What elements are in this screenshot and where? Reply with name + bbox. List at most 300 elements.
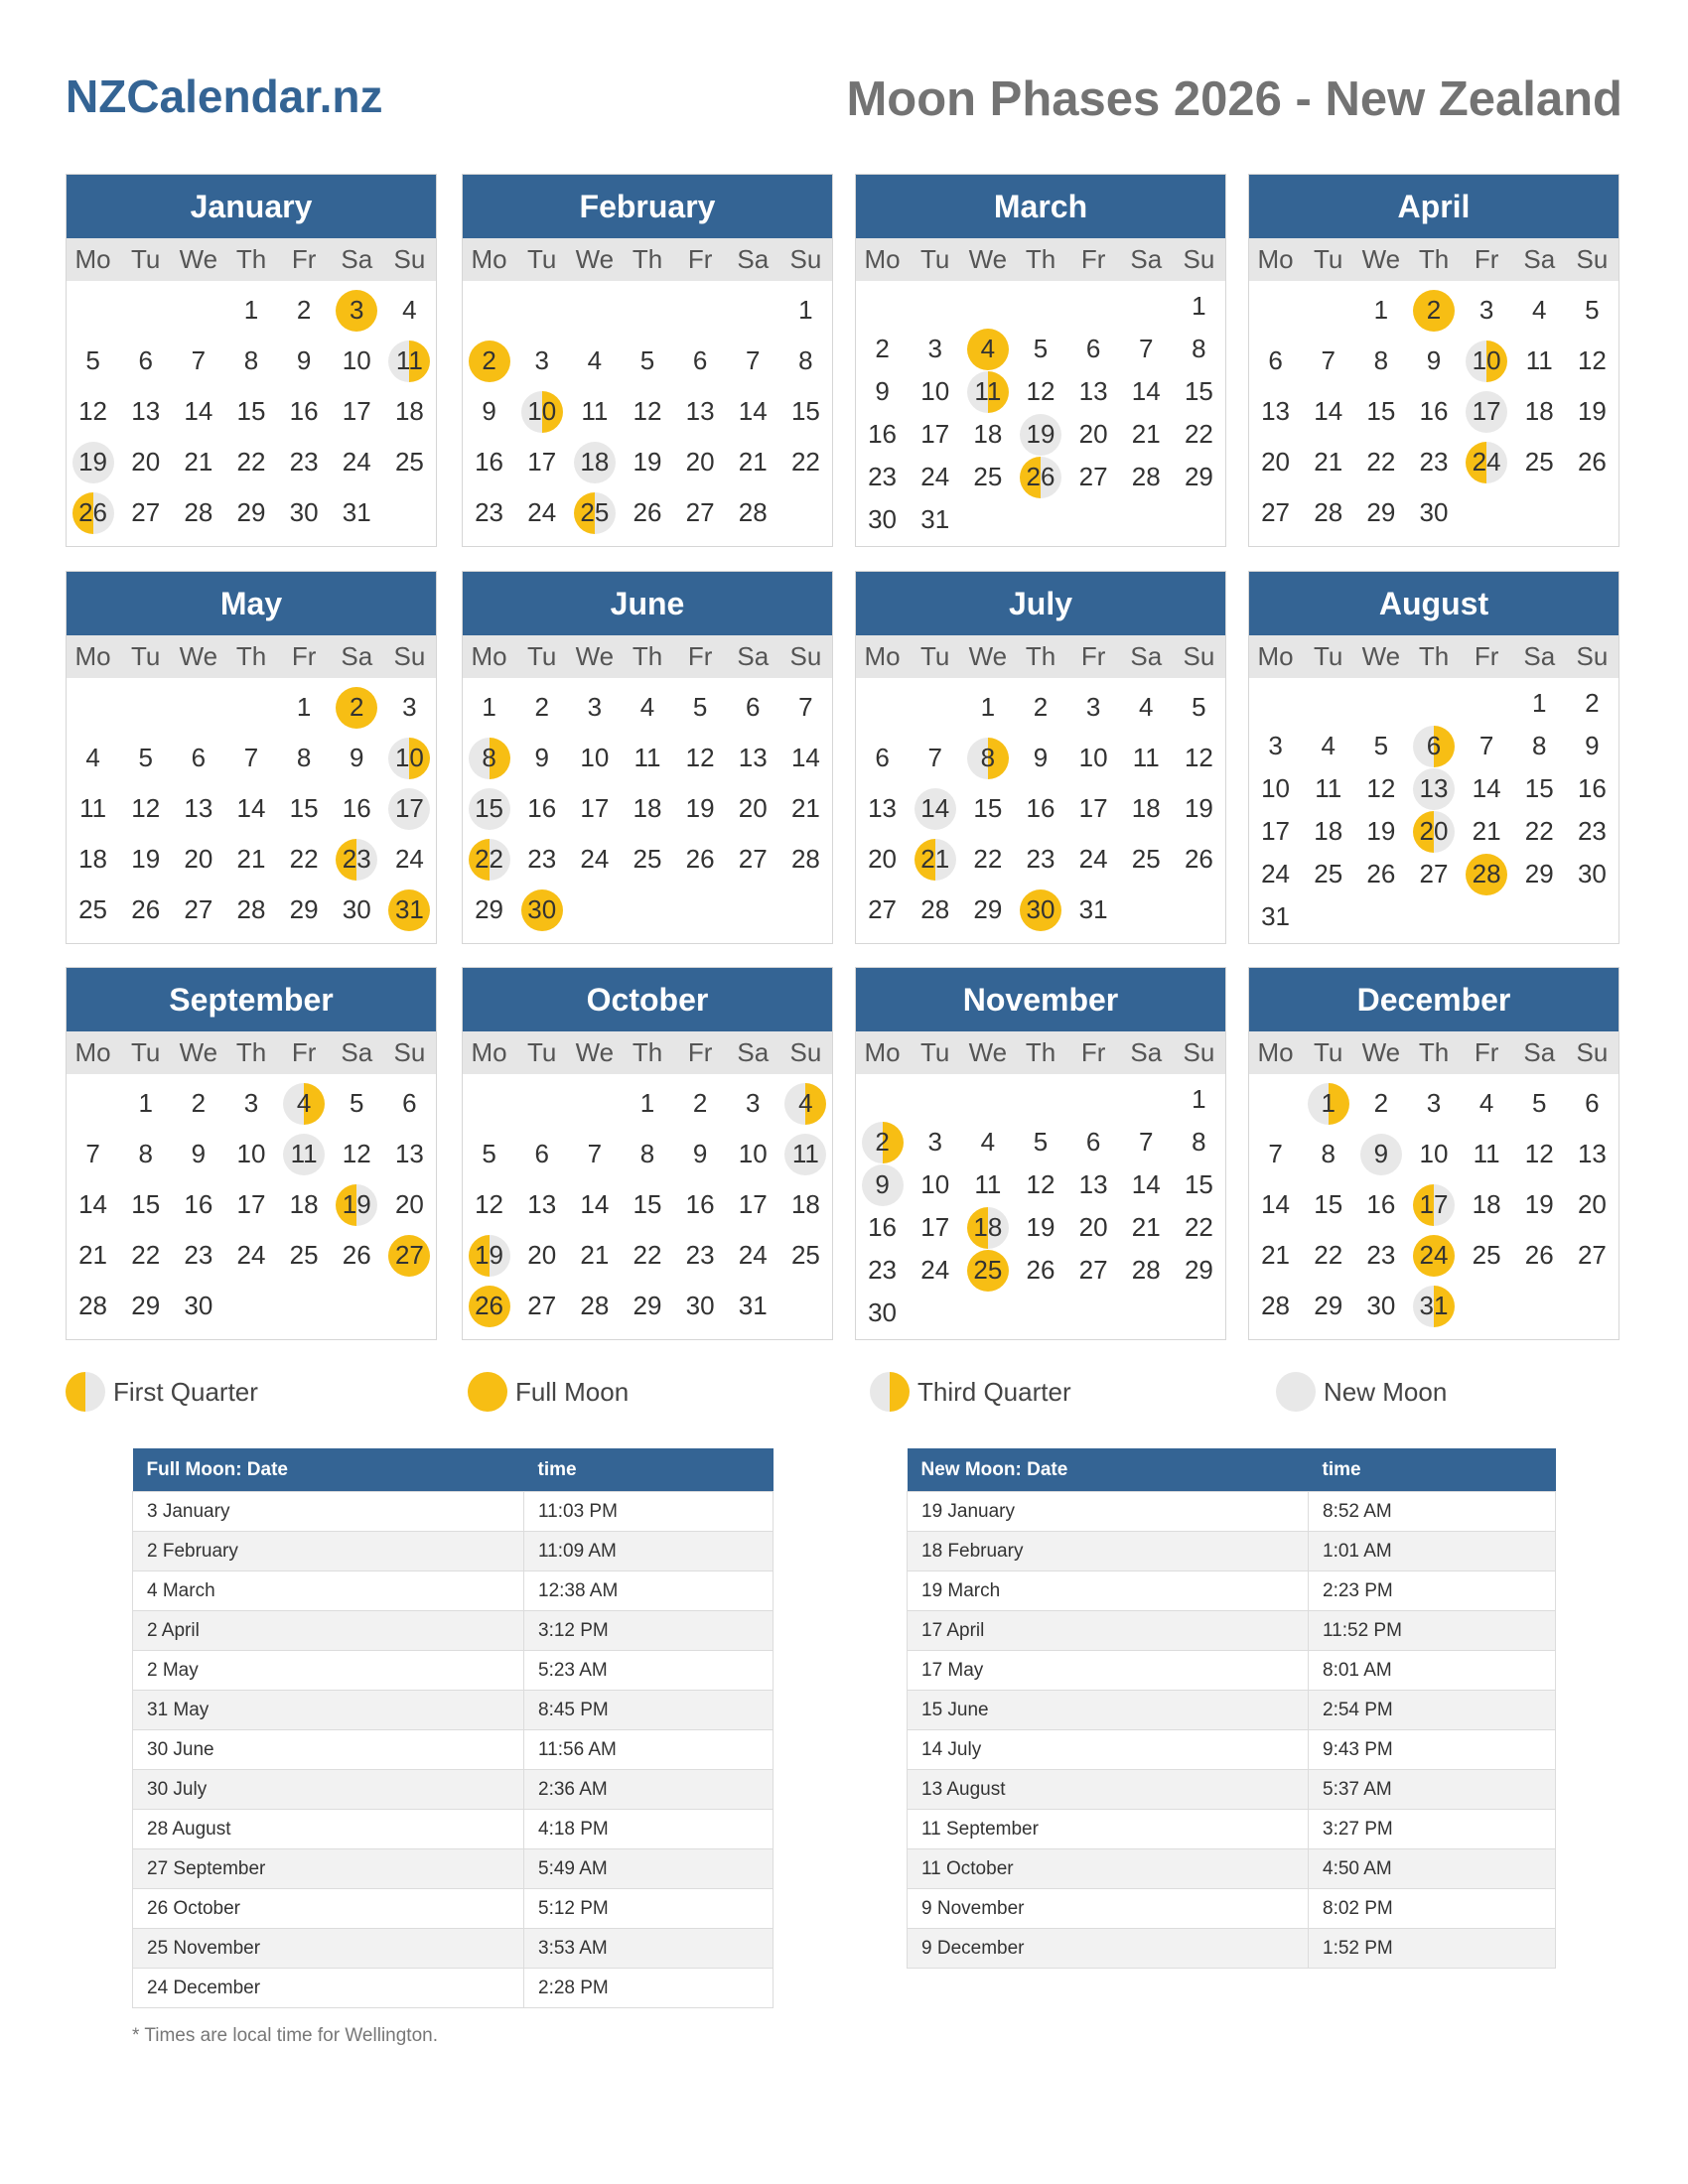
empty-day — [1120, 285, 1173, 328]
time-cell: 4:50 AM — [1309, 1849, 1556, 1889]
day-number: 7 — [85, 1139, 100, 1168]
calendar-week — [463, 885, 832, 935]
day-number: 18 — [633, 793, 662, 823]
calendar-week — [856, 1249, 1225, 1292]
column-header-time: time — [1309, 1448, 1556, 1492]
calendar-day — [383, 834, 436, 885]
calendar-week — [856, 885, 1225, 935]
calendar-day — [383, 386, 436, 437]
calendar-day — [568, 1230, 621, 1281]
day-number: 9 — [692, 1139, 708, 1168]
table-row — [133, 1770, 774, 1810]
table-row — [133, 1492, 774, 1532]
calendar-day — [1302, 386, 1354, 437]
weekday-label: Fr — [1474, 244, 1499, 274]
empty-day — [1461, 895, 1513, 938]
day-number: 24 — [738, 1240, 768, 1270]
weekday-label: Th — [1418, 244, 1450, 274]
table-row — [133, 1849, 774, 1889]
empty-day — [1249, 682, 1302, 725]
weekday-label: Su — [393, 244, 426, 274]
calendar-day — [1461, 285, 1513, 336]
calendar-day — [1461, 1129, 1513, 1179]
third-moon-marker: 11 — [967, 371, 1009, 413]
day-grid — [1249, 281, 1618, 538]
month-title: July — [856, 572, 1225, 635]
day-number: 24 — [236, 1240, 266, 1270]
empty-day — [961, 1078, 1014, 1121]
day-number: 6 — [692, 345, 708, 375]
day-number: 29 — [289, 894, 319, 924]
weekday-label: Sa — [341, 244, 373, 274]
calendar-day — [331, 1230, 383, 1281]
day-number: 21 — [1314, 447, 1343, 477]
day-number: 28 — [236, 894, 266, 924]
empty-day — [383, 487, 436, 538]
weekday-label: Su — [1576, 1037, 1609, 1067]
table-row — [133, 1532, 774, 1571]
calendar-day — [1566, 285, 1618, 336]
first-moon-marker: 26 — [1020, 457, 1061, 498]
calendar-week — [1249, 437, 1618, 487]
calendar-day — [1014, 1163, 1066, 1206]
full-moon-marker: 24 — [1413, 1235, 1455, 1277]
day-number: 19 — [633, 447, 662, 477]
day-number: 5 — [85, 345, 100, 375]
time-cell: 8:52 AM — [1309, 1492, 1556, 1532]
day-number: 3 — [1478, 295, 1494, 325]
calendar-day — [67, 783, 119, 834]
day-number: 29 — [1184, 462, 1213, 491]
day-number: 24 — [394, 844, 424, 874]
day-number: 29 — [973, 894, 1003, 924]
day-number: 28 — [738, 497, 768, 527]
day-number: 12 — [1026, 376, 1055, 406]
calendar-day — [909, 413, 961, 456]
calendar-day — [67, 437, 119, 487]
calendar-day — [1120, 1121, 1173, 1163]
weekday-label: Mo — [1257, 244, 1294, 274]
weekday-label: Su — [1576, 244, 1609, 274]
day-number: 21 — [738, 447, 768, 477]
day-number: 10 — [342, 345, 371, 375]
day-number: 22 — [1524, 816, 1554, 846]
day-number: 28 — [920, 894, 950, 924]
calendar-week — [1249, 895, 1618, 938]
day-number: 21 — [78, 1240, 108, 1270]
calendar-day — [1461, 853, 1513, 895]
calendar-day — [621, 386, 673, 437]
calendar-day — [1067, 1163, 1120, 1206]
month-calendar — [66, 967, 437, 1340]
calendar-day — [909, 834, 961, 885]
day-number: 1 — [639, 1088, 655, 1118]
calendar-day — [224, 285, 277, 336]
day-number: 8 — [1373, 345, 1389, 375]
day-number: 13 — [527, 1189, 557, 1219]
weekday-label: We — [968, 244, 1008, 274]
calendar-day — [1173, 1121, 1225, 1163]
full-moon-marker: 30 — [521, 889, 563, 931]
day-number: 3 — [927, 1127, 942, 1157]
calendar-day — [1354, 1230, 1407, 1281]
calendar-day — [515, 682, 568, 733]
day-number: 19 — [1026, 1212, 1055, 1242]
calendar-day — [961, 413, 1014, 456]
day-number: 11 — [79, 793, 107, 823]
calendar-day — [1354, 336, 1407, 386]
calendar-day — [1566, 437, 1618, 487]
day-number: 20 — [1078, 1212, 1108, 1242]
table-header-row — [133, 1448, 774, 1492]
column-header-date: Full Moon: Date — [133, 1448, 524, 1492]
calendar-day — [961, 1249, 1014, 1292]
table-row — [133, 1969, 774, 2008]
day-grid — [1249, 1074, 1618, 1331]
weekday-label: We — [179, 244, 218, 274]
time-cell: 1:01 AM — [1309, 1532, 1556, 1571]
weekday-header — [67, 635, 436, 678]
calendar-day — [224, 834, 277, 885]
day-number: 26 — [685, 844, 715, 874]
calendar-day — [1513, 853, 1566, 895]
footnote: * Times are local time for Wellington. — [132, 2025, 438, 2046]
calendar-day — [383, 336, 436, 386]
calendar-day — [278, 1078, 331, 1129]
weekday-header — [463, 635, 832, 678]
table-row — [908, 1532, 1556, 1571]
calendar-day — [779, 1179, 832, 1230]
calendar-day — [1249, 437, 1302, 487]
calendar-day — [727, 1179, 779, 1230]
day-number: 4 — [1139, 692, 1154, 722]
empty-day — [1461, 487, 1513, 538]
first-moon-marker: 19 — [469, 1235, 510, 1277]
calendar-day — [1249, 336, 1302, 386]
calendar-day — [1120, 682, 1173, 733]
calendar-day — [909, 1249, 961, 1292]
date-cell: 30 June — [133, 1730, 524, 1770]
calendar-day — [1407, 1129, 1460, 1179]
calendar-day — [856, 413, 909, 456]
calendar-day — [1513, 1179, 1566, 1230]
calendar-week — [463, 285, 832, 336]
time-cell: 4:18 PM — [524, 1810, 774, 1849]
calendar-day — [779, 437, 832, 487]
empty-day — [1120, 1292, 1173, 1334]
calendar-week — [1249, 386, 1618, 437]
new-moon-marker: 11 — [784, 1134, 826, 1175]
date-cell: 2 May — [133, 1651, 524, 1691]
calendar-day — [961, 328, 1014, 370]
weekday-label: Mo — [471, 244, 507, 274]
weekday-header — [463, 238, 832, 281]
date-cell: 31 May — [133, 1691, 524, 1730]
calendar-week — [67, 682, 436, 733]
day-number: 10 — [580, 743, 610, 772]
calendar-day — [1354, 725, 1407, 767]
day-number: 28 — [1314, 497, 1343, 527]
day-number: 22 — [1184, 1212, 1213, 1242]
time-cell: 11:03 PM — [524, 1492, 774, 1532]
calendar-day — [383, 1230, 436, 1281]
day-number: 11 — [974, 1169, 1002, 1199]
calendar-week — [1249, 1129, 1618, 1179]
day-number: 23 — [868, 1255, 898, 1285]
first-moon-marker: 25 — [574, 492, 616, 534]
day-number: 20 — [1261, 447, 1291, 477]
full-moon-marker: 26 — [469, 1286, 510, 1327]
empty-day — [1249, 1078, 1302, 1129]
calendar-day — [1354, 1078, 1407, 1129]
empty-day — [1566, 1281, 1618, 1331]
day-number: 5 — [1585, 295, 1600, 325]
time-cell: 3:12 PM — [524, 1611, 774, 1651]
day-number: 11 — [1315, 773, 1342, 803]
calendar-day — [515, 834, 568, 885]
calendar-day — [1173, 1163, 1225, 1206]
month-title: January — [67, 175, 436, 238]
empty-day — [331, 1281, 383, 1331]
empty-day — [67, 682, 119, 733]
calendar-day — [727, 834, 779, 885]
calendar-day — [119, 885, 172, 935]
calendar-day — [1173, 456, 1225, 498]
calendar-week — [856, 1206, 1225, 1249]
calendar-day — [727, 1230, 779, 1281]
calendar-day — [1120, 733, 1173, 783]
day-number: 17 — [920, 419, 950, 449]
month-calendar — [1248, 967, 1619, 1340]
calendar-day — [1014, 413, 1066, 456]
calendar-day — [1513, 1129, 1566, 1179]
calendar-day — [383, 437, 436, 487]
calendar-day — [621, 682, 673, 733]
calendar-week — [67, 733, 436, 783]
time-cell: 5:37 AM — [1309, 1770, 1556, 1810]
weekday-label: We — [575, 244, 615, 274]
calendar-day — [278, 834, 331, 885]
day-number: 26 — [1026, 1255, 1055, 1285]
weekday-label: Tu — [527, 244, 557, 274]
day-number: 14 — [1131, 1169, 1161, 1199]
calendar-day — [727, 783, 779, 834]
calendar-day — [1513, 437, 1566, 487]
third-moon-marker: 8 — [469, 738, 510, 779]
day-number: 30 — [289, 497, 319, 527]
calendar-day — [1014, 456, 1066, 498]
calendar-week — [463, 386, 832, 437]
calendar-day — [961, 1206, 1014, 1249]
weekday-header — [1249, 238, 1618, 281]
calendar-day — [67, 733, 119, 783]
table-row — [908, 1770, 1556, 1810]
calendar-day — [1014, 885, 1066, 935]
weekday-label: Fr — [687, 641, 713, 671]
day-number: 6 — [138, 345, 153, 375]
day-number: 9 — [1585, 731, 1600, 760]
empty-day — [1067, 285, 1120, 328]
empty-day — [1249, 285, 1302, 336]
calendar-day — [119, 1078, 172, 1129]
calendar-day — [1120, 413, 1173, 456]
time-cell: 12:38 AM — [524, 1571, 774, 1611]
calendar-day — [674, 733, 727, 783]
calendar-week — [856, 834, 1225, 885]
empty-day — [1173, 885, 1225, 935]
full-moon-icon — [468, 1372, 507, 1412]
day-number: 8 — [1532, 731, 1547, 760]
table-row — [908, 1492, 1556, 1532]
calendar-day — [1407, 1179, 1460, 1230]
calendar-day — [1173, 733, 1225, 783]
calendar-day — [909, 328, 961, 370]
calendar-day — [1566, 853, 1618, 895]
month-title: February — [463, 175, 832, 238]
day-number: 1 — [296, 692, 312, 722]
legend-label: New Moon — [1324, 1376, 1448, 1407]
calendar-day — [1407, 336, 1460, 386]
empty-day — [224, 682, 277, 733]
day-number: 5 — [1373, 731, 1389, 760]
date-cell: 13 August — [908, 1770, 1309, 1810]
day-number: 30 — [1577, 859, 1607, 888]
site-name[interactable]: NZCalendar.nz — [66, 70, 383, 122]
day-grid — [463, 678, 832, 935]
calendar-day — [1566, 1078, 1618, 1129]
calendar-day — [1120, 1163, 1173, 1206]
day-number: 18 — [790, 1189, 820, 1219]
calendar-day — [727, 386, 779, 437]
calendar-day — [1120, 783, 1173, 834]
calendar-day — [779, 682, 832, 733]
day-number: 19 — [131, 844, 161, 874]
time-cell: 3:27 PM — [1309, 1810, 1556, 1849]
day-number: 27 — [131, 497, 161, 527]
calendar-day — [621, 733, 673, 783]
calendar-week — [856, 456, 1225, 498]
day-number: 28 — [1131, 1255, 1161, 1285]
table-row — [133, 1810, 774, 1849]
calendar-day — [674, 437, 727, 487]
month-calendar — [66, 571, 437, 944]
day-number: 8 — [1192, 1127, 1206, 1157]
calendar-day — [1354, 386, 1407, 437]
calendar-day — [1014, 328, 1066, 370]
calendar-week — [67, 834, 436, 885]
day-number: 13 — [1577, 1139, 1607, 1168]
day-number: 5 — [138, 743, 153, 772]
day-number: 21 — [790, 793, 820, 823]
calendar-day — [856, 783, 909, 834]
day-number: 3 — [927, 334, 942, 363]
day-number: 18 — [78, 844, 108, 874]
day-number: 14 — [790, 743, 820, 772]
day-number: 15 — [790, 396, 820, 426]
calendar-day — [1067, 885, 1120, 935]
calendar-week — [463, 1129, 832, 1179]
calendar-day — [1120, 328, 1173, 370]
date-cell: 17 April — [908, 1611, 1309, 1651]
third-moon-marker: 6 — [1413, 726, 1455, 767]
calendar-day — [909, 456, 961, 498]
weekday-label: Su — [393, 1037, 426, 1067]
calendar-day — [1302, 336, 1354, 386]
empty-day — [119, 285, 172, 336]
month-calendar — [855, 967, 1226, 1340]
calendar-day — [727, 336, 779, 386]
calendar-week — [856, 1292, 1225, 1334]
calendar-day — [278, 783, 331, 834]
day-number: 16 — [289, 396, 319, 426]
calendar-week — [856, 783, 1225, 834]
calendar-day — [1566, 1230, 1618, 1281]
calendar-day — [1513, 285, 1566, 336]
calendar-day — [172, 437, 224, 487]
calendar-day — [1249, 386, 1302, 437]
day-number: 10 — [1078, 743, 1108, 772]
empty-day — [1302, 895, 1354, 938]
weekday-label: Sa — [1130, 244, 1163, 274]
calendar-day — [621, 783, 673, 834]
calendar-day — [1513, 725, 1566, 767]
new-moon-marker: 11 — [283, 1134, 325, 1175]
calendar-day — [119, 733, 172, 783]
calendar-day — [515, 1281, 568, 1331]
day-number: 24 — [1261, 859, 1291, 888]
empty-day — [1067, 1078, 1120, 1121]
day-number: 12 — [1026, 1169, 1055, 1199]
time-cell: 11:09 AM — [524, 1532, 774, 1571]
first-moon-marker: 24 — [1466, 442, 1507, 483]
calendar-day — [568, 1281, 621, 1331]
day-number: 10 — [236, 1139, 266, 1168]
day-number: 14 — [184, 396, 213, 426]
day-number: 16 — [685, 1189, 715, 1219]
empty-day — [1354, 682, 1407, 725]
calendar-week — [463, 487, 832, 538]
day-number: 10 — [1261, 773, 1291, 803]
weekday-label: Fr — [687, 1037, 713, 1067]
calendar-day — [568, 386, 621, 437]
legend-label: Third Quarter — [917, 1376, 1071, 1407]
day-number: 31 — [738, 1291, 768, 1320]
calendar-day — [568, 487, 621, 538]
calendar-day — [515, 437, 568, 487]
day-number: 14 — [738, 396, 768, 426]
calendar-day — [463, 733, 515, 783]
calendar-day — [568, 1179, 621, 1230]
time-cell: 11:56 AM — [524, 1730, 774, 1770]
weekday-label: Sa — [1130, 641, 1163, 671]
calendar-day — [172, 336, 224, 386]
calendar-day — [674, 1078, 727, 1129]
day-number: 26 — [131, 894, 161, 924]
calendar-day — [463, 437, 515, 487]
empty-day — [674, 285, 727, 336]
weekday-header — [463, 1031, 832, 1074]
third-moon-marker: 8 — [967, 738, 1009, 779]
calendar-day — [224, 885, 277, 935]
day-number: 1 — [798, 295, 813, 325]
calendar-day — [1302, 1179, 1354, 1230]
calendar-day — [172, 1230, 224, 1281]
day-number: 21 — [1131, 419, 1161, 449]
calendar-day — [331, 783, 383, 834]
day-number: 4 — [587, 345, 603, 375]
calendar-day — [119, 1129, 172, 1179]
calendar-day — [1014, 834, 1066, 885]
